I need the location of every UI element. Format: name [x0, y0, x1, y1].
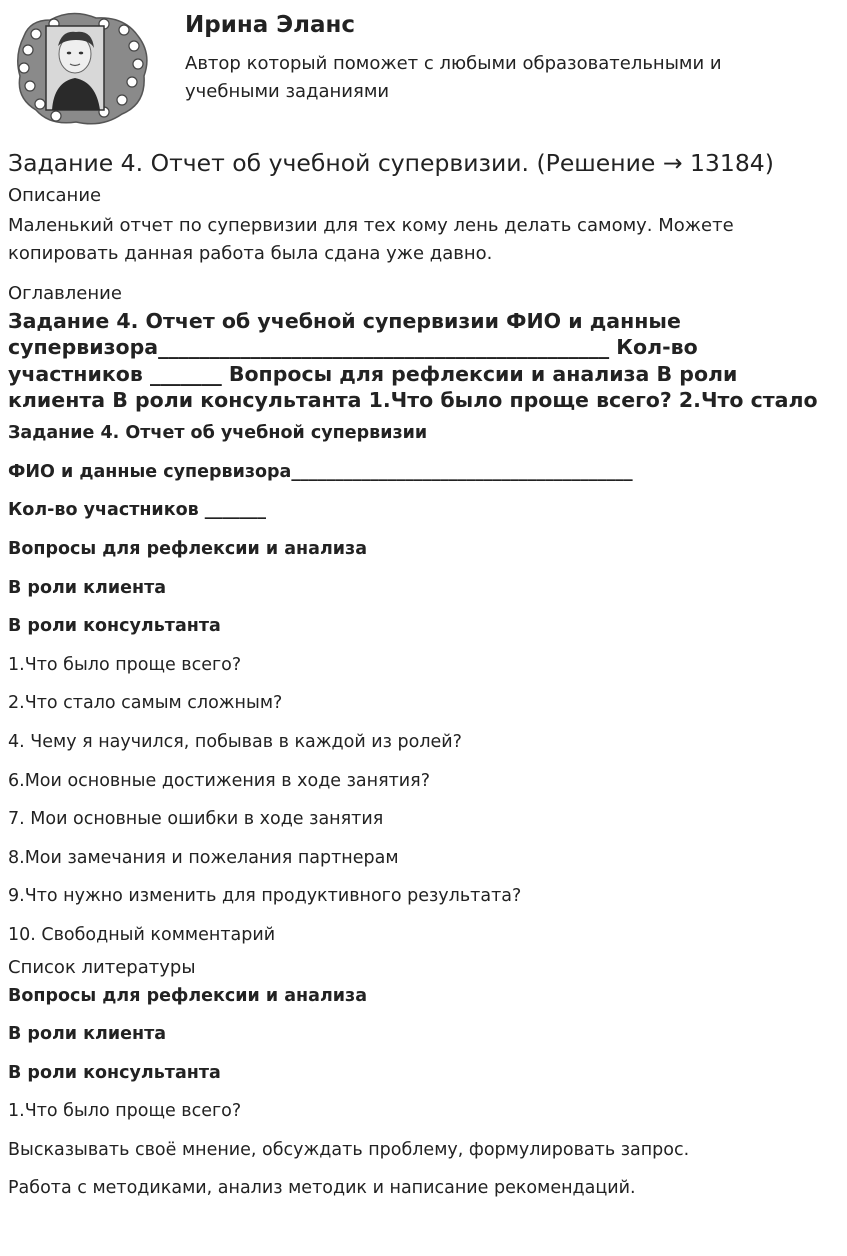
content-line: Кол-во участников _______: [8, 500, 267, 521]
task-title: Задание 4. Отчет об учебной супервизии. (Решение → 13184): [8, 149, 774, 177]
literature-line: Работа с методиками, анализ методик и написание рекомендаций.: [8, 1178, 636, 1199]
content-line: 8.Мои замечания и пожелания партнерам: [8, 847, 399, 868]
author-header: [0, 0, 847, 140]
content-line: В роли клиента: [8, 577, 167, 598]
content-line: ФИО и данные супервизора_______________________________________: [8, 461, 633, 482]
author-avatar: [6, 6, 154, 128]
author-name: Ирина Эланс: [185, 12, 356, 38]
literature-label: Список литературы: [8, 956, 196, 978]
document-body: [8, 146, 833, 1215]
author-description: Автор который поможет с любыми образовательными и учебными заданиями: [185, 53, 722, 102]
toc-text: Задание 4. Отчет об учебной супервизии ФИО и данные супервизора____________________________________________ Кол-во участников _______ Вопросы для рефлексии и анализа В роли клиента В роли консультанта 1.Что было проще всего? 2.Что стало: [8, 309, 818, 412]
literature-line: В роли клиента: [8, 1024, 167, 1045]
content-line: 2.Что стало самым сложным?: [8, 693, 283, 714]
description-label: Описание: [8, 185, 102, 206]
toc-label: Оглавление: [8, 283, 122, 304]
literature-line: Высказывать своё мнение, обсуждать проблему, формулировать запрос.: [8, 1139, 690, 1160]
literature-line: Вопросы для рефлексии и анализа: [8, 985, 368, 1006]
content-line: Задание 4. Отчет об учебной супервизии: [8, 423, 428, 444]
literature-line: В роли консультанта: [8, 1062, 221, 1083]
literature-lines: [8, 984, 833, 1216]
literature-line: 1.Что было проще всего?: [8, 1101, 242, 1122]
content-line: 6.Мои основные достижения в ходе занятия?: [8, 770, 430, 791]
content-line: 1.Что было проще всего?: [8, 654, 242, 675]
content-line: 4. Чему я научился, побывав в каждой из ролей?: [8, 731, 462, 752]
content-line: 7. Мои основные ошибки в ходе занятия: [8, 809, 384, 830]
content-lines: [8, 421, 833, 961]
task-description: Маленький отчет по супервизии для тех кому лень делать самому. Можете копировать данная работа была сдана уже давно.: [8, 215, 734, 264]
content-line: В роли консультанта: [8, 616, 221, 637]
content-line: 10. Свободный комментарий: [8, 924, 276, 945]
content-line: 9.Что нужно изменить для продуктивного результата?: [8, 886, 522, 907]
content-line: Вопросы для рефлексии и анализа: [8, 538, 368, 559]
